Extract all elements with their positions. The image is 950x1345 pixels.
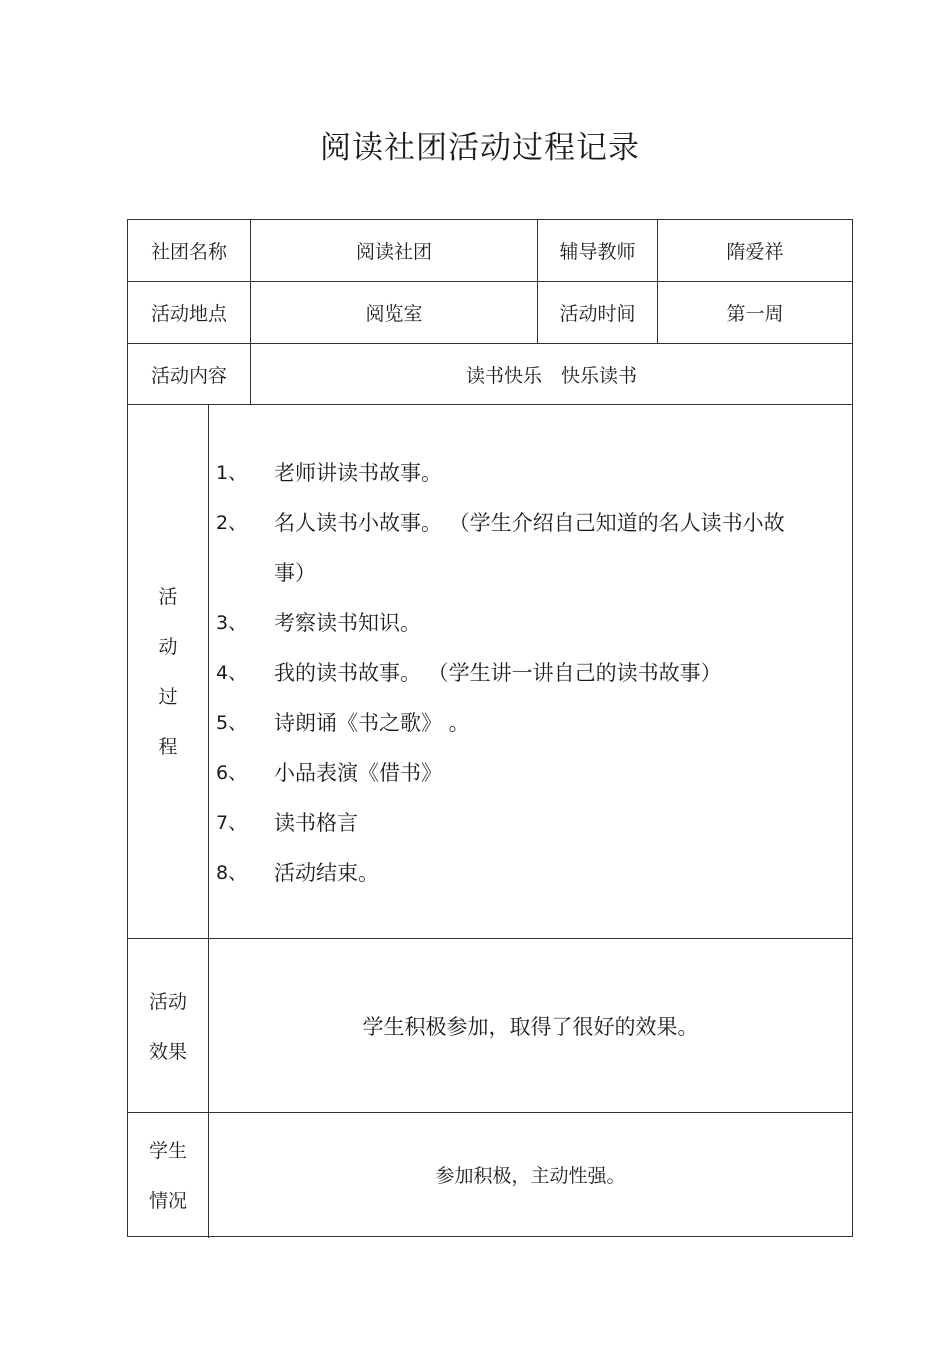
content-value: 读书快乐 快乐读书	[465, 364, 637, 387]
effect-label-line: 活动	[148, 991, 187, 1013]
location-label: 活动地点	[150, 303, 227, 325]
process-label	[128, 572, 208, 772]
step-number: 4、	[216, 662, 248, 684]
list-item	[216, 648, 816, 698]
list-item	[216, 598, 816, 648]
list-item	[216, 848, 816, 898]
process-label-char: 程	[158, 736, 178, 758]
step-text: 老师讲读书故事。	[274, 461, 442, 485]
content-label: 活动内容	[150, 364, 227, 387]
time-value: 第一周	[726, 303, 784, 325]
teacher-label: 辅导教师	[559, 241, 636, 263]
step-number: 6、	[216, 762, 248, 784]
step-text: 考察读书知识。	[274, 611, 421, 635]
time-label: 活动时间	[559, 303, 636, 325]
process-steps	[216, 448, 816, 898]
list-item	[216, 798, 816, 848]
student-label-line: 学生	[148, 1140, 187, 1162]
effect-value: 学生积极参加，取得了很好的效果。	[362, 1014, 699, 1039]
process-label-char: 活	[158, 586, 178, 608]
step-text: 名人读书小故事。 （学生介绍自己知道的名人读书小故事）	[274, 511, 785, 585]
student-value: 参加积极，主动性强。	[435, 1165, 626, 1187]
step-text: 活动结束。	[274, 861, 379, 885]
activity-record-table	[127, 219, 853, 1237]
step-number: 3、	[216, 612, 248, 634]
step-number: 5、	[216, 712, 248, 734]
list-item	[216, 748, 816, 798]
process-label-char: 过	[158, 686, 178, 708]
teacher-value: 隋爱祥	[726, 241, 784, 263]
list-item	[216, 448, 816, 498]
step-number: 7、	[216, 812, 248, 834]
step-text: 读书格言	[274, 811, 358, 835]
step-number: 1、	[216, 462, 248, 484]
effect-label-line: 效果	[148, 1041, 187, 1063]
process-label-char: 动	[158, 636, 178, 658]
step-number: 8、	[216, 862, 248, 884]
club-name-value: 阅读社团	[355, 241, 432, 263]
step-number: 2、	[216, 512, 248, 534]
step-text: 小品表演《借书》	[274, 761, 442, 785]
student-label	[128, 1126, 208, 1226]
effect-label	[128, 977, 208, 1077]
club-name-label: 社团名称	[150, 241, 227, 263]
page-title: 阅读社团活动过程记录	[320, 130, 640, 166]
list-item	[216, 498, 816, 598]
student-label-line: 情况	[148, 1190, 187, 1212]
list-item	[216, 698, 816, 748]
step-text: 我的读书故事。 （学生讲一讲自己的读书故事）	[274, 661, 722, 685]
location-value: 阅览室	[365, 303, 423, 325]
step-text: 诗朗诵《书之歌》 。	[274, 711, 470, 735]
